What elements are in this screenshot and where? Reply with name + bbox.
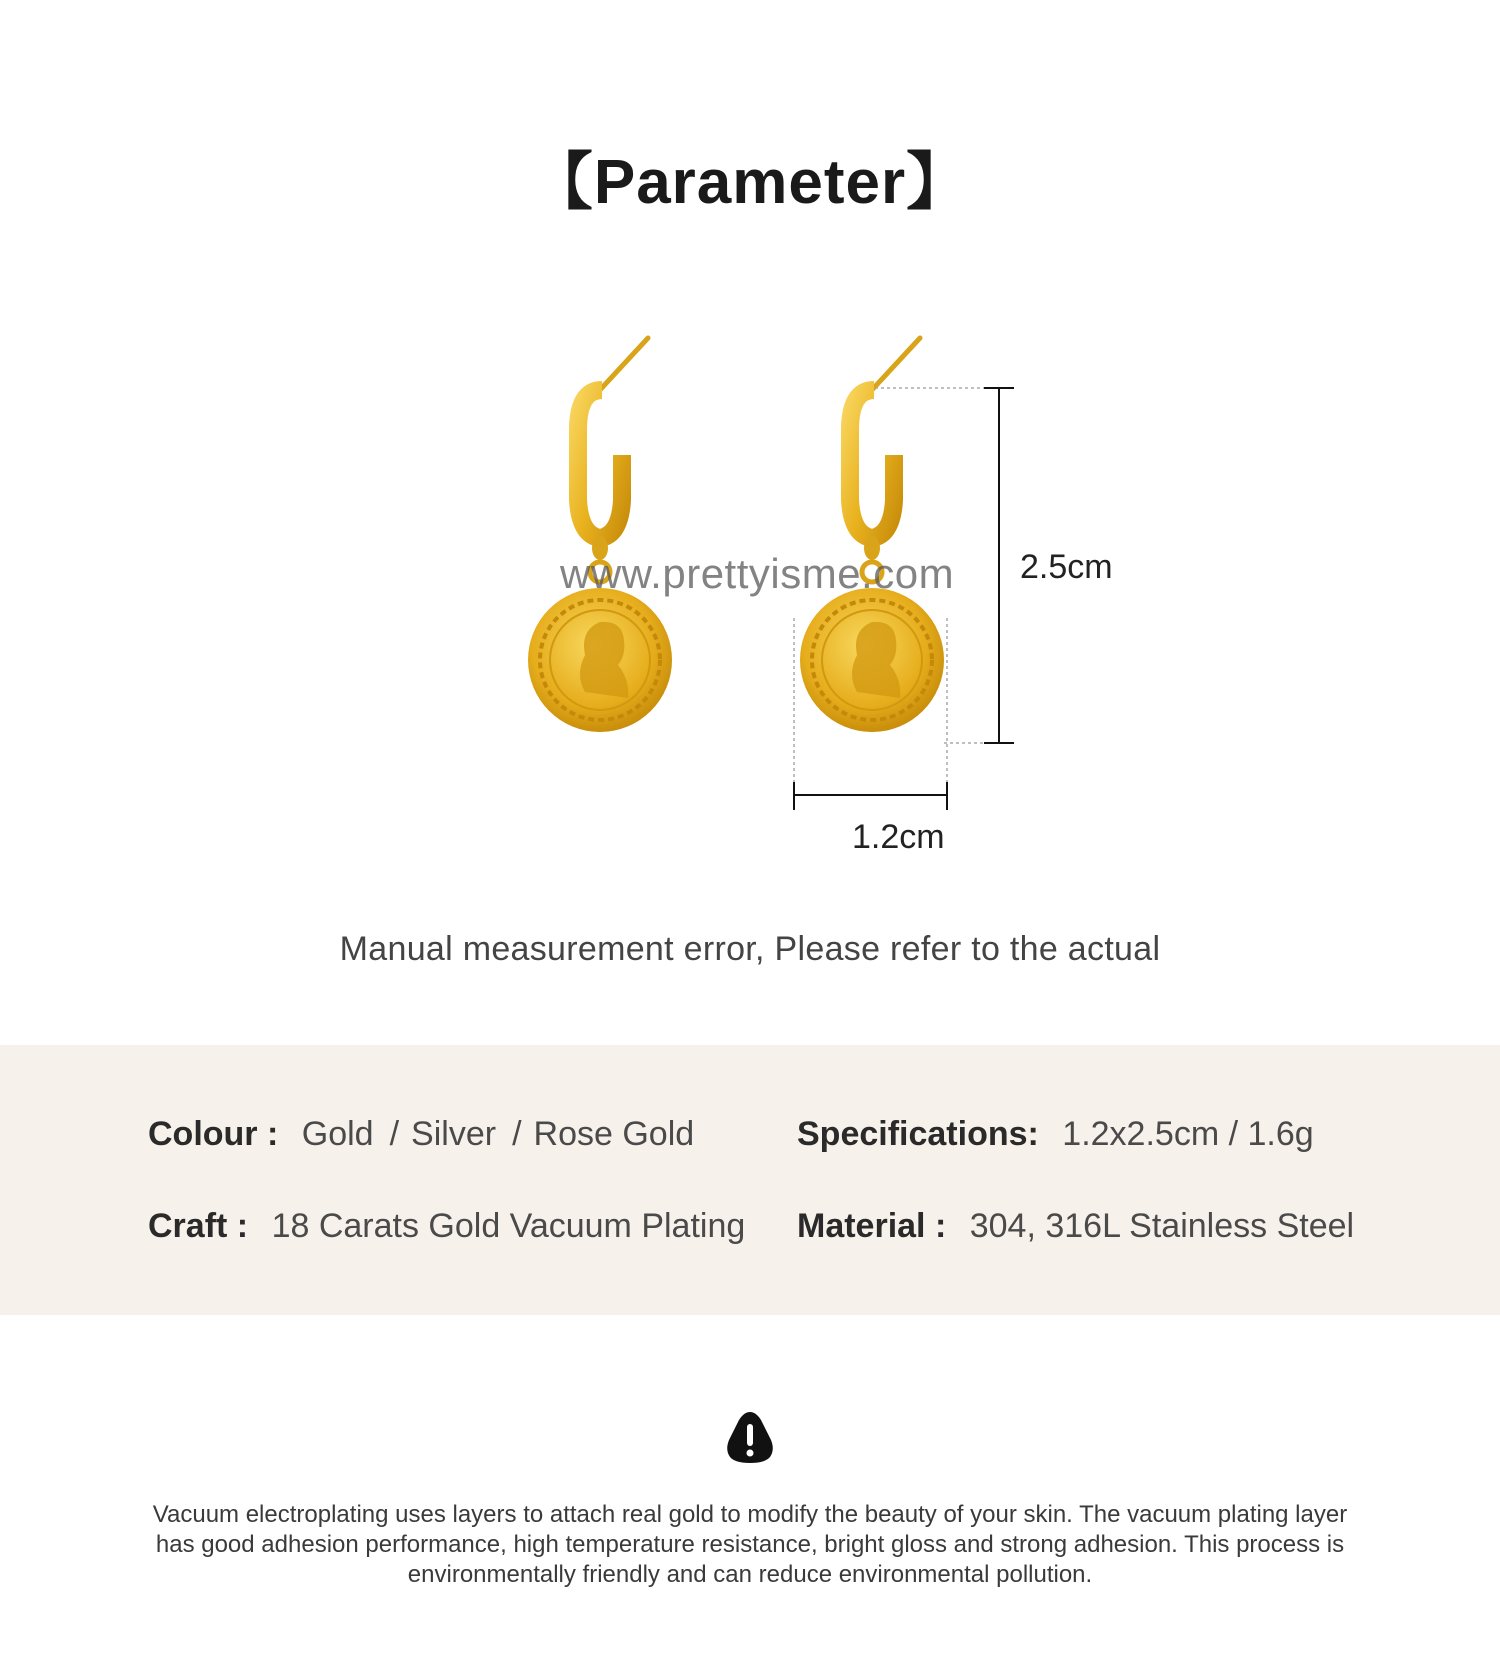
exclamation-icon: [725, 1410, 775, 1464]
earrings-product-image: [0, 320, 1500, 880]
colour-option-silver: Silver: [411, 1115, 497, 1153]
left-earring: [528, 338, 672, 732]
material-label: Material :: [797, 1207, 947, 1245]
material-spec: [797, 1207, 1354, 1246]
material-value: 304, 316L Stainless Steel: [969, 1207, 1355, 1245]
right-earring: [800, 338, 944, 732]
separator: /: [512, 1115, 522, 1153]
specifications-value: 1.2x2.5cm / 1.6g: [1062, 1115, 1314, 1153]
colour-option-rose-gold: Rose Gold: [533, 1115, 695, 1153]
page-title: 【Parameter】: [530, 148, 970, 217]
colour-label: Colour :: [148, 1115, 279, 1153]
width-dimension-label: 1.2cm: [852, 818, 945, 856]
specifications-band: [0, 1045, 1500, 1315]
separator: /: [389, 1115, 400, 1153]
specifications-label: Specifications:: [797, 1115, 1039, 1153]
watermark-text: www.prettyisme.com: [560, 550, 955, 597]
specifications-spec: [797, 1115, 1314, 1154]
craft-label: Craft :: [148, 1207, 249, 1245]
colour-option-gold: Gold: [301, 1115, 374, 1153]
craft-spec: [148, 1207, 745, 1246]
colour-spec: [148, 1115, 694, 1154]
plating-description: Vacuum electroplating uses layers to attach real gold to modify the beauty of your skin. The vacuum plating layer has good adhesion performance, high temperature resistance, bright gloss and strong adhesion. This process is environmentally friendly and can reduce environmental pollution.: [152, 1501, 1348, 1588]
craft-value: 18 Carats Gold Vacuum Plating: [271, 1207, 746, 1245]
measurement-note: Manual measurement error, Please refer to the actual: [339, 930, 1161, 968]
height-dimension-label: 2.5cm: [1020, 548, 1113, 586]
